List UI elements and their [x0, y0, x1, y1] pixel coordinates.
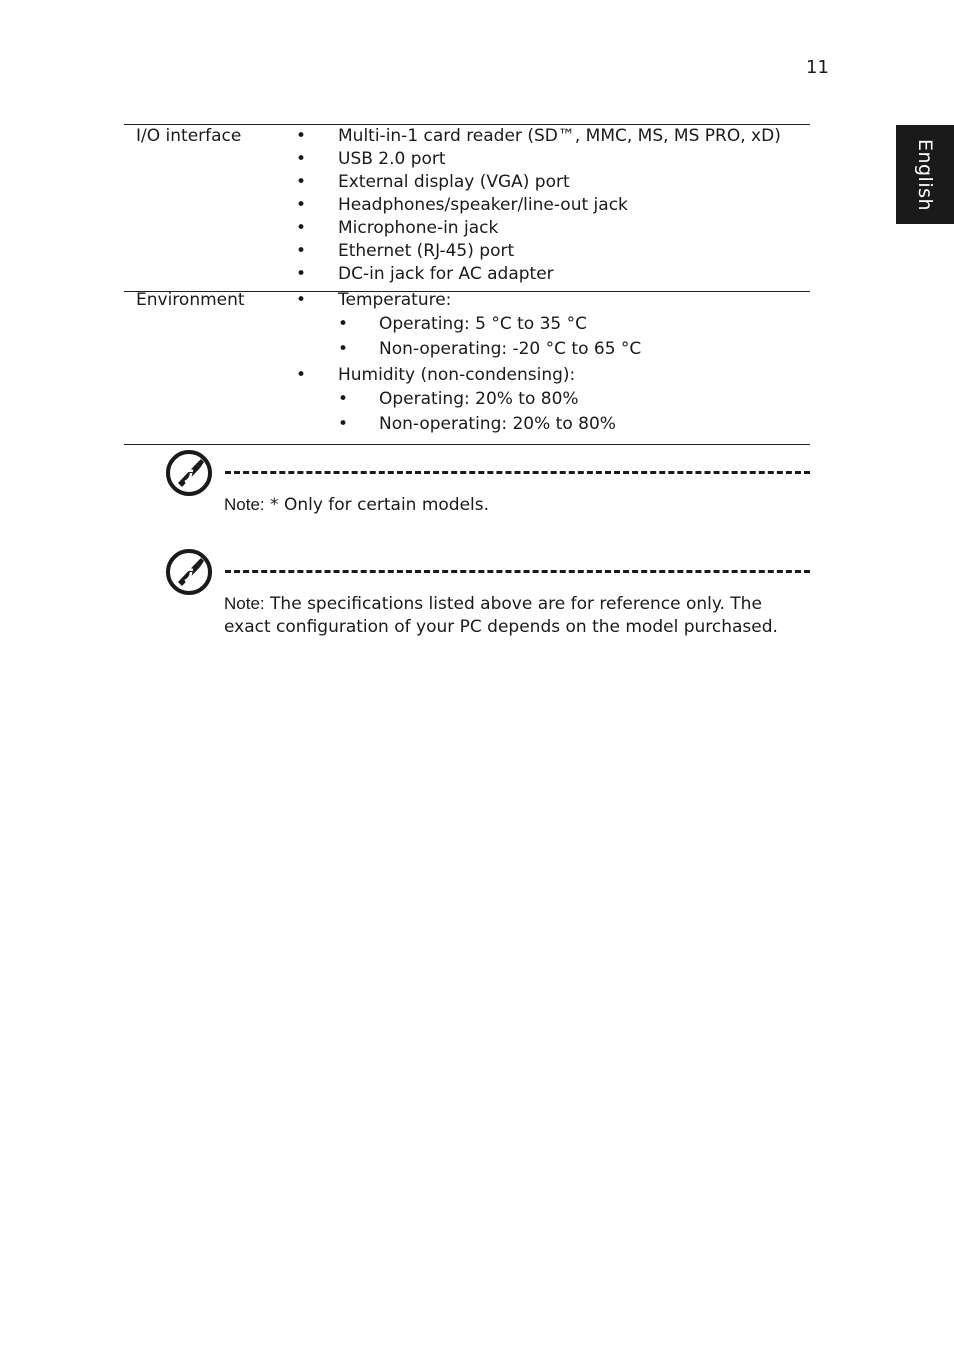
row-label-environment: Environment — [136, 290, 245, 310]
spec-row-io — [124, 124, 810, 291]
list-item: • Ethernet (RJ-45) port — [296, 241, 515, 261]
note-pencil-icon — [165, 449, 213, 497]
spec-table — [124, 124, 810, 445]
list-item: • DC-in jack for AC adapter — [296, 264, 554, 284]
note-divider — [225, 570, 810, 573]
spec-row-environment — [124, 291, 810, 445]
note-pencil-icon — [165, 548, 213, 596]
note-divider — [225, 471, 810, 474]
list-item: • Multi-in-1 card reader (SD™, MMC, MS, MS PRO, xD) — [296, 126, 781, 146]
list-item-humidity: • Humidity (non-condensing): — [296, 365, 576, 385]
list-item: • Headphones/speaker/line-out jack — [296, 195, 628, 215]
list-item-temperature: • Temperature: — [296, 290, 452, 310]
list-item: • External display (VGA) port — [296, 172, 570, 192]
sub-list-item: • Operating: 5 °C to 35 °C — [338, 314, 587, 334]
list-item: • USB 2.0 port — [296, 149, 446, 169]
sub-list-item: • Operating: 20% to 80% — [338, 389, 579, 409]
page-number: 11 — [806, 57, 829, 78]
note-2 — [165, 548, 810, 648]
note-1 — [165, 449, 810, 529]
note-text: Note: The specifications listed above are for reference only. The exact configuration of your PC depends on the model purchased. — [224, 594, 778, 637]
language-tab — [896, 125, 954, 224]
note-text: Note: * Only for certain models. — [224, 495, 490, 515]
row-label-io: I/O interface — [136, 126, 242, 146]
language-tab-label: English — [914, 138, 937, 211]
sub-list-item: • Non-operating: -20 °C to 65 °C — [338, 339, 642, 359]
sub-list-item: • Non-operating: 20% to 80% — [338, 414, 616, 434]
list-item: • Microphone-in jack — [296, 218, 499, 238]
